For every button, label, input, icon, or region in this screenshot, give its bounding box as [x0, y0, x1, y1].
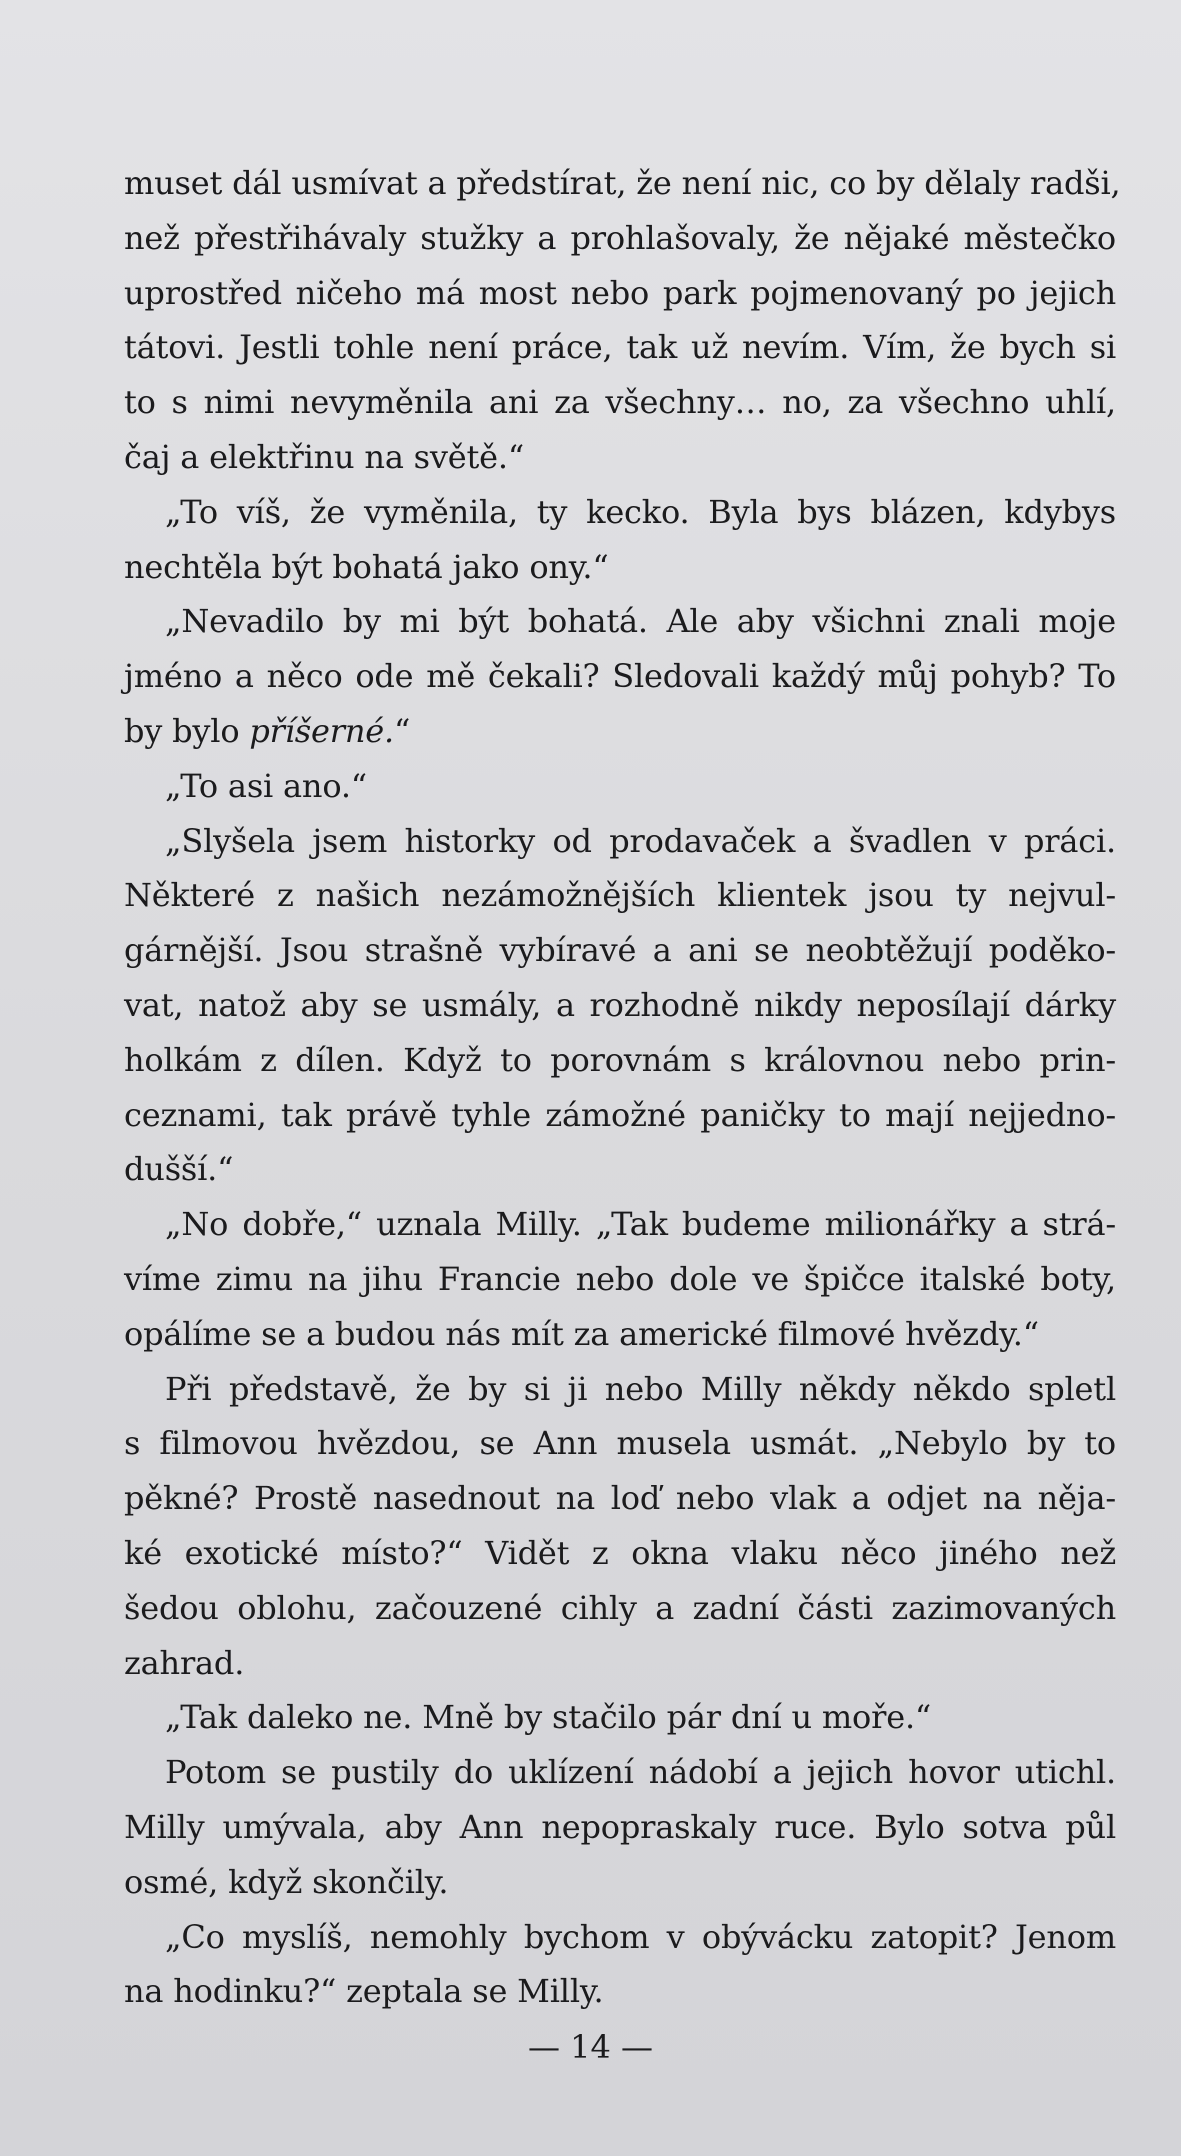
text-line: vat, natož aby se usmály, a rozhodně nikdy neposílají dárky [124, 985, 1116, 1024]
text-line: zahrad. [124, 1643, 245, 1682]
text-line: čaj a elektřinu na světě.“ [124, 437, 525, 476]
text-line: Při představě, že by si ji nebo Milly někdy někdo spletl [165, 1369, 1116, 1408]
text-line: „To asi ano.“ [165, 766, 367, 805]
text-line: gárnější. Jsou strašně vybíravé a ani se neobtěžují poděko- [124, 931, 1116, 970]
text-line: to s nimi nevyměnila ani za všechny… no, za všechno uhlí, [124, 383, 1116, 422]
text-line: holkám z dílen. Když to porovnám s královnou nebo prin- [124, 1040, 1116, 1079]
text-line: muset dál usmívat a předstírat, že není nic, co by dělaly radši, [124, 164, 1121, 202]
text-line: Potom se pustily do uklízení nádobí a jejich hovor utichl. [165, 1753, 1116, 1792]
text-line: „Nevadilo by mi být bohatá. Ale aby všichni znali moje [165, 602, 1116, 641]
text-line: „To víš, že vyměnila, ty kecko. Byla bys blázen, kdybys [165, 492, 1116, 531]
text-line: ceznami, tak právě tyhle zámožné paničky to mají nejjedno- [124, 1095, 1116, 1134]
text-line: „Tak daleko ne. Mně by stačilo pár dní u moře.“ [165, 1698, 932, 1737]
text-line: uprostřed ničeho má most nebo park pojmenovaný po jejich [124, 273, 1116, 312]
text-line: víme zimu na jihu Francie nebo dole ve špičce italské boty, [124, 1259, 1116, 1298]
text-line: ké exotické místo?“ Vidět z okna vlaku něco jiného než [124, 1533, 1116, 1572]
text-line: na hodinku?“ zeptala se Milly. [124, 1972, 604, 2011]
text-line: „No dobře,“ uznala Milly. „Tak budeme milionářky a strá- [165, 1205, 1116, 1244]
text-line: opálíme se a budou nás mít za americké filmové hvězdy.“ [124, 1314, 1039, 1353]
text-segment: by bylo [124, 711, 250, 750]
emphasized-word: příšerné. [249, 711, 394, 750]
text-line: dušší.“ [124, 1150, 234, 1189]
text-line: tátovi. Jestli tohle není práce, tak už nevím. Vím, že bych si [124, 328, 1116, 367]
text-line: šedou oblohu, začouzené cihly a zadní části zazimovaných [124, 1588, 1116, 1627]
text-line: „Slyšela jsem historky od prodavaček a švadlen v práci. [165, 821, 1116, 860]
text-line: pěkné? Prostě nasednout na loď nebo vlak a odjet na něja- [124, 1479, 1116, 1518]
text-segment: “ [393, 711, 411, 750]
text-line: s filmovou hvězdou, se Ann musela usmát. „Nebylo by to [124, 1424, 1116, 1463]
body-text [124, 156, 1121, 2019]
text-line: než přestřihávaly stužky a prohlašovaly, že nějaké městečko [124, 218, 1116, 257]
text-line [124, 704, 1116, 759]
text-line: Milly umývala, aby Ann nepopraskaly ruce. Bylo sotva půl [124, 1807, 1116, 1846]
text-line: Některé z našich nezámožnějších klientek jsou ty nejvul- [124, 876, 1116, 915]
text-line: nechtěla být bohatá jako ony.“ [124, 547, 609, 586]
page-number: — 14 — [527, 2028, 654, 2066]
text-line: jméno a něco ode mě čekali? Sledovali každý můj pohyb? To [124, 657, 1116, 696]
text-line: osmé, když skončily. [124, 1862, 449, 1901]
text-line: „Co myslíš, nemohly bychom v obývácku zatopit? Jenom [165, 1917, 1116, 1956]
